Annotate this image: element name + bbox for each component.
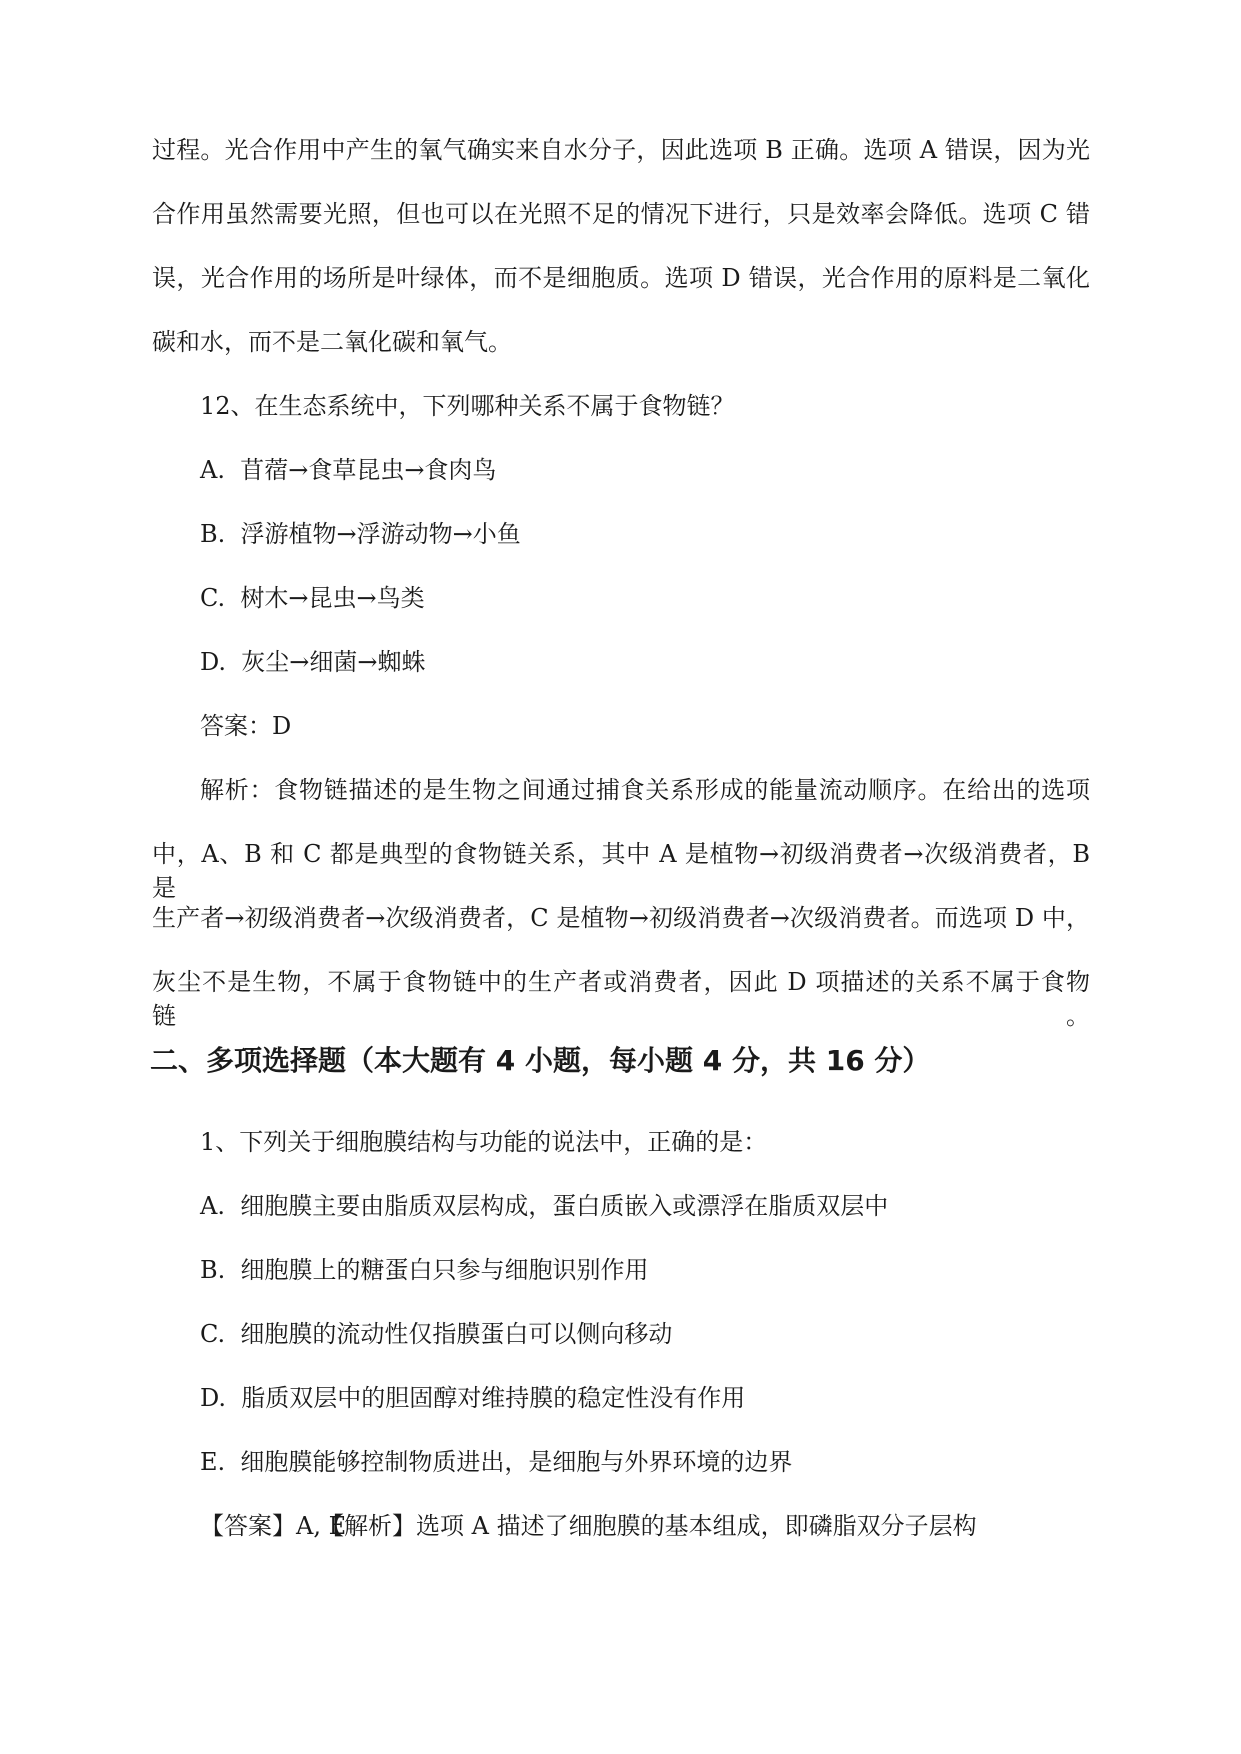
analysis-line: 生产者→初级消费者→次级消费者，C 是植物→初级消费者→次级消费者。而选项 D 中， — [152, 904, 1090, 932]
answer-label: 【答案】A, E — [200, 1512, 347, 1540]
answer-label: 答案：D — [200, 712, 292, 740]
question-12-text: 12、在生态系统中，下列哪种关系不属于食物链？ — [200, 392, 735, 420]
option-a: A. 苜蓿→食草昆虫→食肉鸟 — [200, 456, 497, 484]
paragraph-line: 过程。光合作用中产生的氧气确实来自水分子，因此选项 B 正确。选项 A 错误，因为光 — [152, 136, 1090, 164]
option-e: E. 细胞膜能够控制物质进出，是细胞与外界环境的边界 — [200, 1448, 793, 1476]
option-d: D. 灰尘→细菌→蜘蛛 — [200, 648, 426, 676]
section-heading: 二、多项选择题（本大题有 4 小题，每小题 4 分，共 16 分） — [150, 1044, 931, 1077]
option-b: B. 细胞膜上的糖蛋白只参与细胞识别作用 — [200, 1256, 649, 1284]
option-c: C. 细胞膜的流动性仅指膜蛋白可以侧向移动 — [200, 1320, 673, 1348]
option-d: D. 脂质双层中的胆固醇对维持膜的稳定性没有作用 — [200, 1384, 746, 1412]
answer-analysis-line — [200, 1509, 977, 1543]
analysis-line: 中，A、B 和 C 都是典型的食物链关系，其中 A 是植物→初级消费者→次级消费者，B 是 — [152, 840, 1090, 902]
analysis-line: 解析：食物链描述的是生物之间通过捕食关系形成的能量流动顺序。在给出的选项 — [200, 776, 1090, 804]
analysis-line: 灰尘不是生物，不属于食物链中的生产者或消费者，因此 D 项描述的关系不属于食物链。 — [152, 968, 1090, 1030]
option-a: A. 细胞膜主要由脂质双层构成，蛋白质嵌入或漂浮在脂质双层中 — [200, 1192, 889, 1220]
paragraph-line: 碳和水，而不是二氧化碳和氧气。 — [152, 328, 512, 356]
question-1-text: 1、下列关于细胞膜结构与功能的说法中，正确的是： — [200, 1128, 768, 1156]
analysis-text: 【解析】选项 A 描述了细胞膜的基本组成，即磷脂双分子层构 — [320, 1512, 977, 1540]
paragraph-line: 合作用虽然需要光照，但也可以在光照不足的情况下进行，只是效率会降低。选项 C 错 — [152, 200, 1090, 228]
option-c: C. 树木→昆虫→鸟类 — [200, 584, 425, 612]
option-b: B. 浮游植物→浮游动物→小鱼 — [200, 520, 521, 548]
paragraph-line: 误，光合作用的场所是叶绿体，而不是细胞质。选项 D 错误，光合作用的原料是二氧化 — [152, 264, 1090, 292]
